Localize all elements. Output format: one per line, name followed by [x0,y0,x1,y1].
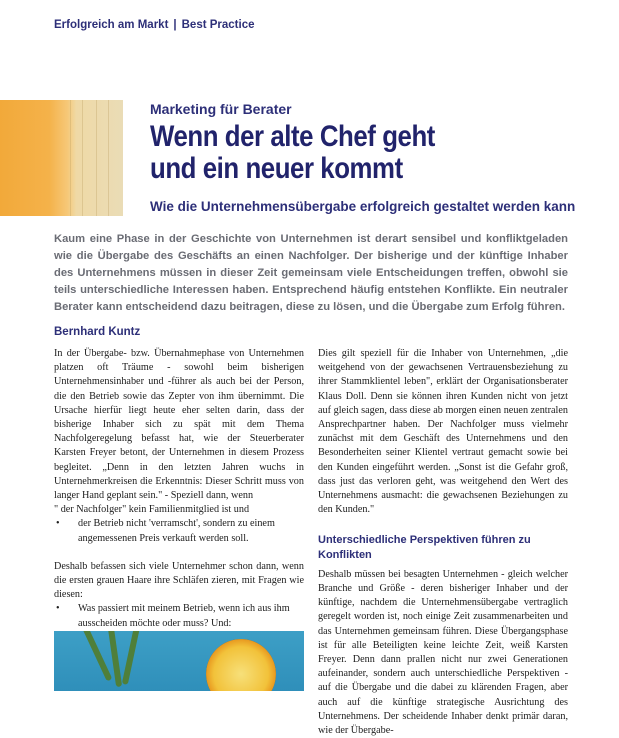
body-column-left [54,347,304,659]
list-item: • Was passiert mit meinem Betrieb, wenn ich aus ihm ausscheiden möchte oder muss? Und: [54,602,304,630]
article-photo [54,631,304,691]
article-title [150,121,435,185]
section-label: Erfolgreich am Markt [54,19,169,31]
title-line-2: und ein neuer kommt [150,152,403,185]
article-lead: Kaum eine Phase in der Geschichte von Unternehmen ist derart sensibel und konfliktgeladen wie die Übergabe des Geschäfts an einen Nachfolger. Der bisherige und der künftige Inhaber des Unternehmens müssen in dieser Zeit gemeinsam viele Entscheidungen treffen, obwohl sie teils unterschiedliche Interessen haben. Entsprechend häufig entstehen Konflikte. Ein neutraler Berater kann entscheidend dazu beitragen, diese zu lösen, und die Übergabe zum Erfolg führen. [54,233,568,313]
section-subheading: Unterschiedliche Perspektiven führen zu Konflikten [318,534,531,561]
article-subtitle: Wie die Unternehmensübergabe erfolgreich gestaltet werden kann [150,199,576,214]
paragraph: In der Übergabe- bzw. Übernahmephase von Unternehmen platzen oft Träume - sowohl beim bisherigen Unternehmensinhaber und -führer als auch bei der Person, die den Betrieb sowie das Zepter von ihm übernimmt. Die Ursache hierfür liegt heute eher selten darin, dass der bisherige Inhaber sich zu spät mit dem Thema Nachfolgeregelung befasst hat, wie der Steuerberater Karsten Freyer betont, der Unternehmen in diesem Prozess begleitet. „Denn in den letzten Jahren wuchs in Unternehmerkreisen die Erkenntnis: Dieser Schritt muss von langer Hand geplant sein." - Speziell dann, wenn [54,348,304,502]
category-label: Best Practice [181,19,255,31]
rubric-divider: | [173,19,177,31]
list-item: • der Betrieb nicht 'verramscht', sondern zu einem angemessenen Preis verkauft werden soll. [54,517,304,545]
paragraph: Dies gilt speziell für die Inhaber von Unternehmen, „die weitgehend von der gewachsenen Vertrauensbeziehung zu ihrer Stammklientel leben", erklärt der Organisationsberater Klaus Doll. Denn sie können ihren Kunden nicht von jetzt auf gleich sagen, dass diese ab morgen einen neuen zentralen Ansprechpartner haben. Der Nachfolger muss vielmehr zunächst mit dem Geschäft des Unternehmens und den Besonderheiten seiner Klientel vertraut gemacht sowie bei den Kunden eingeführt werden. „Sonst ist die Gefahr groß, dass just das verloren geht, was weitgehend den Wert des Unternehmens ausmacht: die gewachsenen Beziehungen zu den Kunden." [318,348,568,516]
paragraph: Deshalb befassen sich viele Unternehmer schon dann, wenn die ersten grauen Haare ihre Schläfen zieren, mit Fragen wie diesen: [54,560,304,601]
section-rubric [54,19,255,31]
bullet-list [54,517,304,545]
quote-line: " der Nachfolger" kein Familienmitglied ist und [54,504,250,516]
fruit-slice-image [206,639,276,691]
body-column-right [318,347,568,738]
paragraph: Deshalb müssen bei besagten Unternehmen - gleich welcher Branche und Größe - deren bisheriger Inhaber und der künftige, nachdem die Unternehmensübergabe vertraglich geregelt worden ist, noch einige Zeit zusammenarbeiten und das Unternehmen gemeinsam führen. Diese Übergangsphase ist für alle Beteiligten keine leichte Zeit, weiß Karsten Freyer. Denn dann prallen nicht nur zwei Generationen aufeinander, sondern auch unterschiedliche Perspektiven - auf die Übergabe und die dabei zu klärenden Fragen, aber auch auf die künftige strategische Ausrichtung des Unternehmens. Der scheidende Inhaber denkt primär daran, wie der Übergabe- [318,568,568,737]
banner-image [0,100,123,216]
title-line-1: Wenn der alte Chef geht [150,120,435,153]
article-kicker: Marketing für Berater [150,101,292,117]
author-name: Bernhard Kuntz [54,326,141,338]
